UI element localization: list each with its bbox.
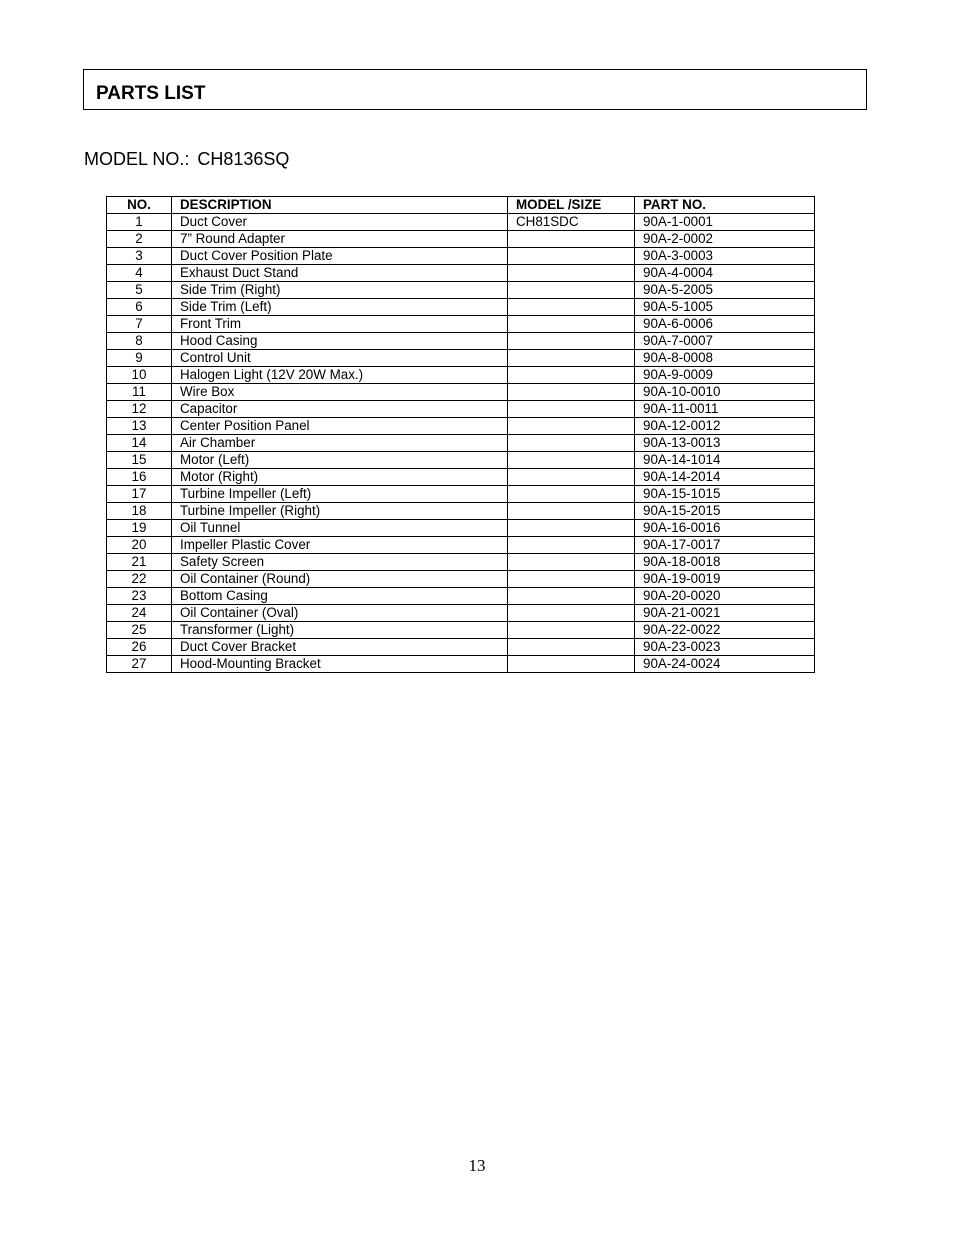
- cell-part-no: 90A-9-0009: [635, 367, 815, 384]
- cell-description: Transformer (Light): [172, 622, 508, 639]
- cell-no: 1: [107, 214, 172, 231]
- page-number: 13: [468, 1156, 486, 1175]
- cell-no: 5: [107, 282, 172, 299]
- cell-part-no: 90A-11-0011: [635, 401, 815, 418]
- cell-part-no: 90A-12-0012: [635, 418, 815, 435]
- table-row: [107, 350, 815, 367]
- cell-part-no: 90A-5-1005: [635, 299, 815, 316]
- table-row: [107, 418, 815, 435]
- cell-description: Duct Cover Position Plate: [172, 248, 508, 265]
- cell-model-size: [508, 537, 635, 554]
- cell-description: Control Unit: [172, 350, 508, 367]
- cell-no: 15: [107, 452, 172, 469]
- cell-model-size: CH81SDC: [508, 214, 635, 231]
- table-row: [107, 248, 815, 265]
- column-header-no: NO.: [107, 197, 172, 214]
- cell-no: 20: [107, 537, 172, 554]
- cell-part-no: 90A-5-2005: [635, 282, 815, 299]
- cell-model-size: [508, 469, 635, 486]
- cell-no: 25: [107, 622, 172, 639]
- table-row: [107, 554, 815, 571]
- cell-model-size: [508, 554, 635, 571]
- cell-part-no: 90A-15-1015: [635, 486, 815, 503]
- table-row: [107, 435, 815, 452]
- table-row: [107, 571, 815, 588]
- cell-description: Motor (Left): [172, 452, 508, 469]
- table-row: [107, 656, 815, 673]
- cell-description: Oil Container (Oval): [172, 605, 508, 622]
- cell-part-no: 90A-18-0018: [635, 554, 815, 571]
- cell-no: 3: [107, 248, 172, 265]
- parts-table-body: [107, 214, 815, 673]
- cell-no: 4: [107, 265, 172, 282]
- cell-model-size: [508, 622, 635, 639]
- cell-description: Turbine Impeller (Right): [172, 503, 508, 520]
- cell-description: 7” Round Adapter: [172, 231, 508, 248]
- cell-part-no: 90A-14-2014: [635, 469, 815, 486]
- cell-no: 13: [107, 418, 172, 435]
- cell-no: 6: [107, 299, 172, 316]
- cell-description: Center Position Panel: [172, 418, 508, 435]
- cell-description: Turbine Impeller (Left): [172, 486, 508, 503]
- table-row: [107, 452, 815, 469]
- model-number-line: [84, 148, 289, 170]
- table-row: [107, 469, 815, 486]
- column-header-model-size: MODEL /SIZE: [508, 197, 635, 214]
- cell-description: Hood-Mounting Bracket: [172, 656, 508, 673]
- cell-model-size: [508, 350, 635, 367]
- cell-no: 9: [107, 350, 172, 367]
- cell-no: 18: [107, 503, 172, 520]
- cell-part-no: 90A-15-2015: [635, 503, 815, 520]
- table-row: [107, 401, 815, 418]
- cell-model-size: [508, 401, 635, 418]
- cell-part-no: 90A-6-0006: [635, 316, 815, 333]
- section-title: PARTS LIST: [96, 83, 206, 104]
- model-number-value: CH8136SQ: [197, 149, 290, 169]
- cell-no: 22: [107, 571, 172, 588]
- cell-part-no: 90A-14-1014: [635, 452, 815, 469]
- cell-description: Impeller Plastic Cover: [172, 537, 508, 554]
- cell-no: 17: [107, 486, 172, 503]
- column-header-description: DESCRIPTION: [172, 197, 508, 214]
- cell-description: Hood Casing: [172, 333, 508, 350]
- cell-no: 14: [107, 435, 172, 452]
- cell-model-size: [508, 384, 635, 401]
- table-row: [107, 333, 815, 350]
- cell-model-size: [508, 299, 635, 316]
- cell-description: Side Trim (Right): [172, 282, 508, 299]
- cell-model-size: [508, 316, 635, 333]
- cell-part-no: 90A-20-0020: [635, 588, 815, 605]
- model-number-label: MODEL NO.:: [84, 149, 190, 169]
- cell-no: 16: [107, 469, 172, 486]
- cell-model-size: [508, 520, 635, 537]
- cell-model-size: [508, 248, 635, 265]
- table-row: [107, 605, 815, 622]
- table-row: [107, 299, 815, 316]
- cell-no: 21: [107, 554, 172, 571]
- cell-description: Motor (Right): [172, 469, 508, 486]
- cell-description: Exhaust Duct Stand: [172, 265, 508, 282]
- cell-description: Bottom Casing: [172, 588, 508, 605]
- parts-table: [106, 196, 815, 673]
- table-header-row: [107, 197, 815, 214]
- cell-description: Wire Box: [172, 384, 508, 401]
- table-row: [107, 231, 815, 248]
- cell-part-no: 90A-19-0019: [635, 571, 815, 588]
- cell-part-no: 90A-8-0008: [635, 350, 815, 367]
- table-row: [107, 503, 815, 520]
- cell-description: Capacitor: [172, 401, 508, 418]
- table-row: [107, 384, 815, 401]
- cell-part-no: 90A-24-0024: [635, 656, 815, 673]
- cell-part-no: 90A-7-0007: [635, 333, 815, 350]
- cell-description: Duct Cover: [172, 214, 508, 231]
- cell-description: Safety Screen: [172, 554, 508, 571]
- section-title-box: [83, 69, 867, 110]
- table-row: [107, 367, 815, 384]
- cell-no: 11: [107, 384, 172, 401]
- cell-description: Front Trim: [172, 316, 508, 333]
- cell-model-size: [508, 282, 635, 299]
- cell-model-size: [508, 486, 635, 503]
- cell-description: Duct Cover Bracket: [172, 639, 508, 656]
- cell-model-size: [508, 452, 635, 469]
- cell-no: 12: [107, 401, 172, 418]
- cell-description: Halogen Light (12V 20W Max.): [172, 367, 508, 384]
- cell-model-size: [508, 639, 635, 656]
- cell-description: Oil Container (Round): [172, 571, 508, 588]
- cell-no: 27: [107, 656, 172, 673]
- cell-model-size: [508, 367, 635, 384]
- table-row: [107, 639, 815, 656]
- cell-part-no: 90A-13-0013: [635, 435, 815, 452]
- cell-part-no: 90A-1-0001: [635, 214, 815, 231]
- table-row: [107, 265, 815, 282]
- table-row: [107, 537, 815, 554]
- cell-description: Air Chamber: [172, 435, 508, 452]
- table-row: [107, 282, 815, 299]
- cell-no: 2: [107, 231, 172, 248]
- table-row: [107, 486, 815, 503]
- table-row: [107, 622, 815, 639]
- cell-model-size: [508, 605, 635, 622]
- cell-description: Side Trim (Left): [172, 299, 508, 316]
- cell-model-size: [508, 588, 635, 605]
- cell-no: 23: [107, 588, 172, 605]
- cell-model-size: [508, 418, 635, 435]
- cell-part-no: 90A-22-0022: [635, 622, 815, 639]
- cell-part-no: 90A-17-0017: [635, 537, 815, 554]
- cell-model-size: [508, 265, 635, 282]
- cell-no: 10: [107, 367, 172, 384]
- cell-part-no: 90A-23-0023: [635, 639, 815, 656]
- cell-part-no: 90A-2-0002: [635, 231, 815, 248]
- cell-no: 8: [107, 333, 172, 350]
- column-header-part-no: PART NO.: [635, 197, 815, 214]
- cell-model-size: [508, 435, 635, 452]
- table-row: [107, 214, 815, 231]
- cell-part-no: 90A-16-0016: [635, 520, 815, 537]
- cell-part-no: 90A-21-0021: [635, 605, 815, 622]
- cell-part-no: 90A-3-0003: [635, 248, 815, 265]
- cell-model-size: [508, 231, 635, 248]
- cell-model-size: [508, 571, 635, 588]
- cell-model-size: [508, 656, 635, 673]
- table-row: [107, 588, 815, 605]
- cell-no: 19: [107, 520, 172, 537]
- table-row: [107, 520, 815, 537]
- cell-part-no: 90A-4-0004: [635, 265, 815, 282]
- cell-no: 24: [107, 605, 172, 622]
- cell-no: 26: [107, 639, 172, 656]
- table-row: [107, 316, 815, 333]
- cell-model-size: [508, 503, 635, 520]
- cell-model-size: [508, 333, 635, 350]
- cell-no: 7: [107, 316, 172, 333]
- cell-part-no: 90A-10-0010: [635, 384, 815, 401]
- cell-description: Oil Tunnel: [172, 520, 508, 537]
